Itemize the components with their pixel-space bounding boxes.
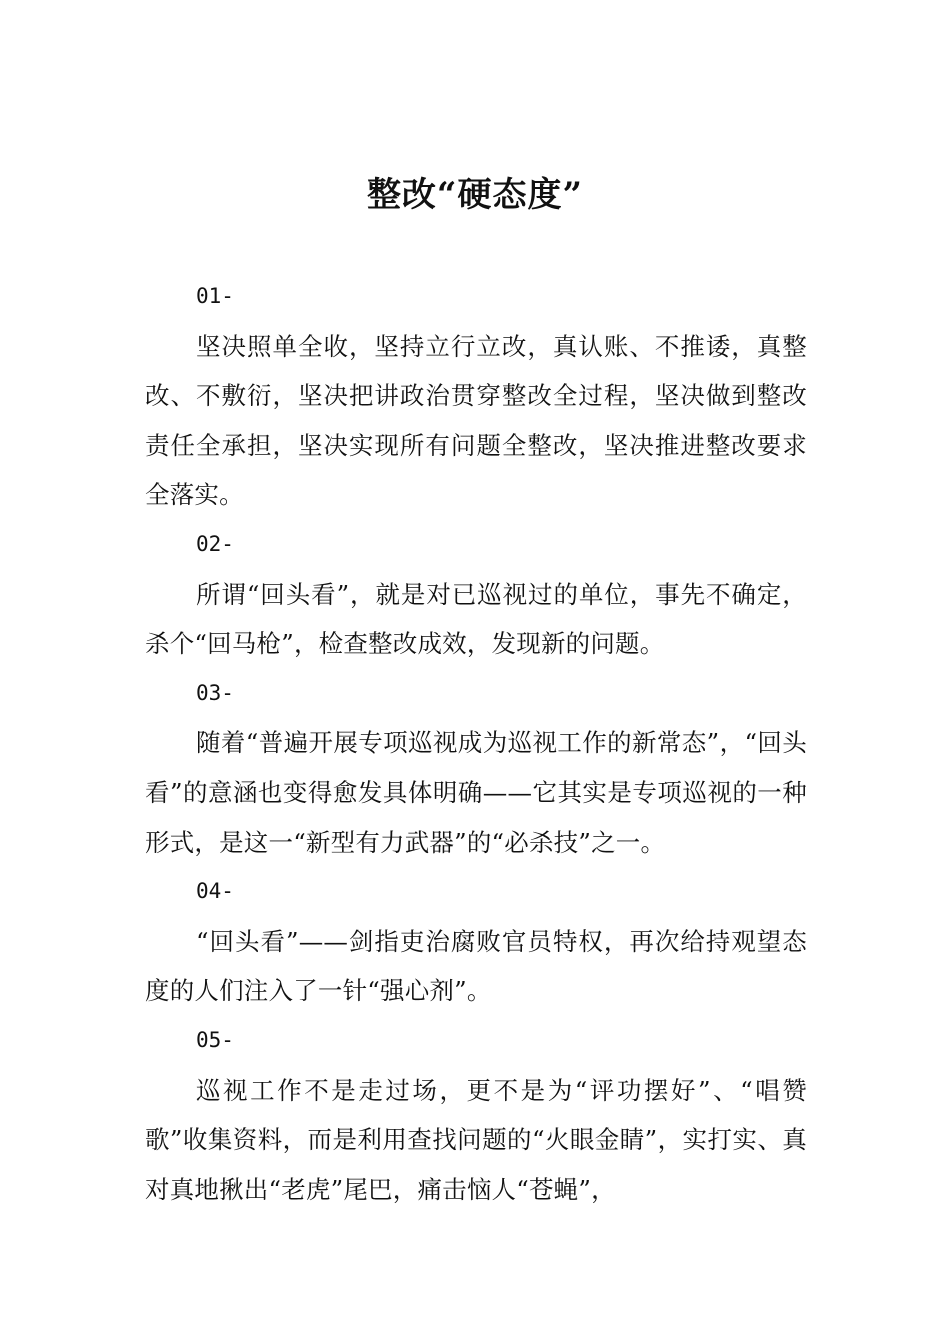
- section-number: 03-: [196, 680, 234, 705]
- section-paragraph: 巡视工作不是走过场，更不是为“评功摆好”、“唱赞歌”收集资料，而是利用查找问题的“火眼金睛”，实打实、真对真地揪出“老虎”尾巴，痛击恼人“苍蝇”，: [145, 1075, 807, 1204]
- section-03: [145, 669, 807, 867]
- section-paragraph: 所谓“回头看”，就是对已巡视过的单位，事先不确定，杀个“回马枪”，检查整改成效，发现新的问题。: [145, 579, 807, 659]
- section-05: [145, 1016, 807, 1214]
- document-title: 整改“硬态度”: [366, 175, 584, 215]
- section-paragraph: “回头看”——剑指吏治腐败官员特权，再次给持观望态度的人们注入了一针“强心剂”。: [145, 926, 807, 1006]
- document-body: [145, 272, 807, 1214]
- section-paragraph: 坚决照单全收，坚持立行立改，真认账、不推诿，真整改、不敷衍，坚决把讲政治贯穿整改全过程，坚决做到整改责任全承担，坚决实现所有问题全整改，坚决推进整改要求全落实。: [145, 331, 807, 510]
- section-paragraph: 随着“普遍开展专项巡视成为巡视工作的新常态”，“回头看”的意涵也变得愈发具体明确——它其实是专项巡视的一种形式，是这一“新型有力武器”的“必杀技”之一。: [145, 728, 807, 857]
- section-number: 04-: [196, 879, 234, 904]
- section-number: 01-: [196, 284, 234, 308]
- section-number: 02-: [196, 531, 234, 556]
- section-01: [145, 272, 807, 520]
- section-04: [145, 867, 807, 1016]
- section-number: 05-: [196, 1027, 234, 1052]
- section-02: [145, 520, 807, 669]
